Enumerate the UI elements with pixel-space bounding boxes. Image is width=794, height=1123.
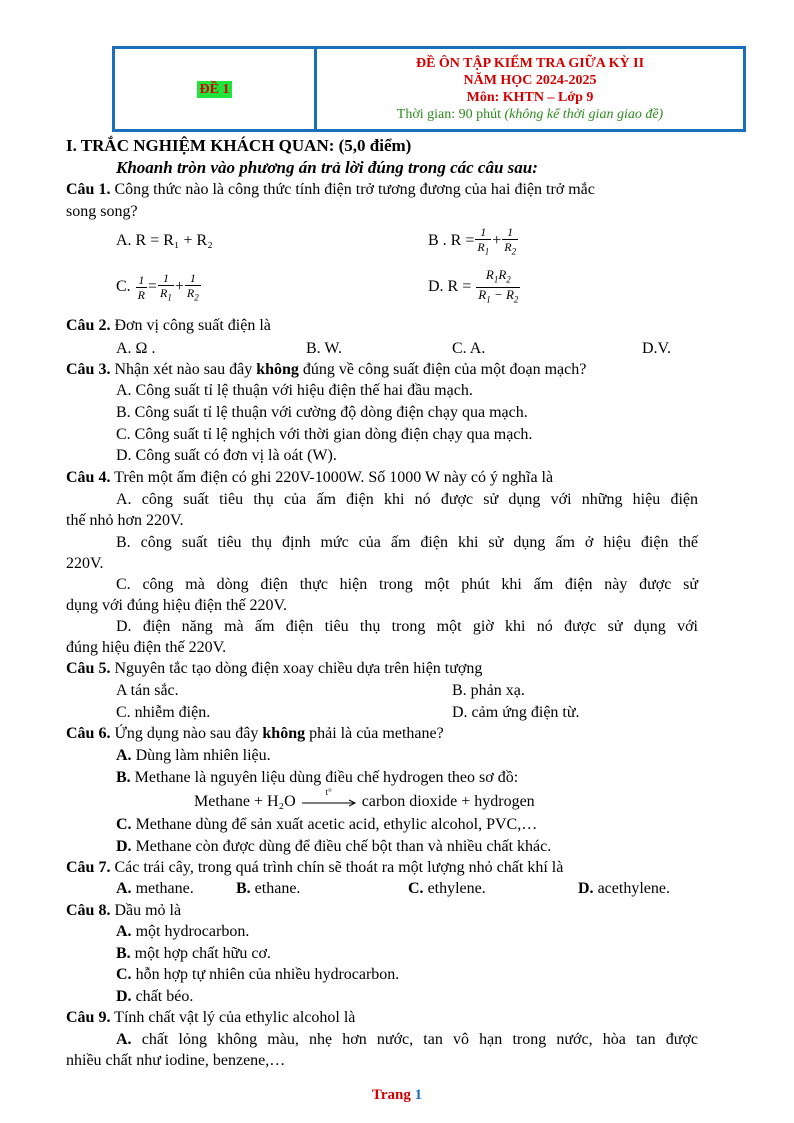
section-title: I. TRẮC NGHIỆM KHÁCH QUAN: (5,0 điểm) — [66, 136, 412, 155]
q6-b-letter: B. — [116, 769, 131, 786]
q4-b-line2: 220V. — [66, 555, 104, 572]
q9-a-line2: nhiều chất như iodine, benzene,… — [66, 1052, 286, 1069]
q1-option-c: C. $\frac{1}{R}$ = $\frac{1}{R_1}$ + $\frac{1}{R_2}$ — [116, 270, 199, 303]
q2-option-d: D.V. — [642, 340, 672, 357]
q4-label: Câu 4. — [66, 469, 111, 486]
q7-label: Câu 7. — [66, 859, 111, 876]
q7-stem — [66, 858, 698, 878]
q7-d-text: acethylene. — [593, 880, 670, 897]
q4-c-line1: C. công mà dòng điện thực hiện trong một phút khi ấm điện này được sử — [116, 576, 698, 593]
q8-option-b — [116, 944, 271, 964]
q3-option-c: C. Công suất tỉ lệ nghịch với thời gian dòng điện chạy qua mạch. — [116, 426, 533, 443]
q6-b-text: Methane là nguyên liệu dùng điều chế hydrogen theo sơ đồ: — [130, 769, 519, 786]
q8-b-text: một hợp chất hữu cơ. — [130, 945, 271, 962]
exam-code-cell — [115, 49, 317, 129]
q4-stem — [66, 468, 698, 488]
q6-a-text: Dùng làm nhiên liệu. — [131, 747, 271, 764]
q6-option-a — [116, 746, 271, 766]
q1-c-frac0: $\frac{1}{R}$ — [137, 272, 146, 302]
q1-option-b: B . R = $\frac{1}{R_1}$ + $\frac{1}{R_2}$ — [428, 224, 517, 257]
q7-option-b — [236, 879, 300, 899]
q6-text-pre: Ứng dụng nào sau đây — [110, 725, 263, 742]
q1-stem-cont: song song? — [66, 203, 138, 220]
q9-stem — [66, 1008, 698, 1028]
q8-a-letter: A. — [116, 923, 132, 940]
q4-b-line1: B. công suất tiêu thụ định mức của ấm điện khi sử dụng ấm ở hiệu điện thế — [116, 534, 698, 551]
q1-option-a: A. R = R₁ + R₂ — [116, 232, 213, 249]
exam-title: ĐỀ ÔN TẬP KIỂM TRA GIỮA KỲ II — [415, 56, 645, 71]
q8-stem — [66, 901, 698, 921]
q9-text: Tính chất vật lý của ethylic alcohol là — [110, 1009, 356, 1026]
q6-c-text: Methane dùng để sản xuất acetic acid, ethylic alcohol, PVC,… — [131, 816, 538, 833]
q5-option-c: C. nhiễm điện. — [116, 704, 211, 721]
q6-text-bold: không — [262, 725, 306, 742]
exam-code-label: ĐỀ 1 — [197, 81, 233, 98]
q2-stem — [66, 316, 698, 336]
q9-a-text1: chất lỏng không màu, nhẹ hơn nước, tan vô hạn trong nước, hòa tan được — [131, 1031, 698, 1048]
q7-c-text: ethylene. — [423, 880, 486, 897]
q2-option-b: B. W. — [306, 340, 343, 357]
q6-eq-left: Methane + H₂O — [194, 793, 296, 810]
q9-label: Câu 9. — [66, 1009, 111, 1026]
q4-d-line1: D. điện năng mà ấm điện tiêu thụ trong một giờ khi nó được sử dụng với — [116, 618, 698, 635]
subject-line: Môn: KHTN – Lớp 9 — [466, 90, 594, 105]
q7-option-c — [408, 879, 486, 899]
q8-b-letter: B. — [116, 945, 131, 962]
q9-a-line1 — [66, 1029, 698, 1050]
exam-info-cell — [317, 49, 743, 129]
q7-option-d — [578, 879, 670, 899]
page-footer — [0, 1087, 794, 1104]
q4-c-line2: dụng với đúng hiệu điện thế 220V. — [66, 597, 288, 614]
q4-d-line2: đúng hiệu điện thế 220V. — [66, 639, 227, 656]
q5-text: Nguyên tắc tạo dòng điện xoay chiều dựa trên hiện tượng — [110, 660, 483, 677]
q8-a-text: một hydrocarbon. — [131, 923, 250, 940]
page-number: 1 — [414, 1087, 423, 1103]
q1-b-prefix: B . R = — [428, 232, 475, 249]
section-instruction: Khoanh tròn vào phương án trả lời đúng trong các câu sau: — [116, 158, 538, 177]
q3-option-d: D. Công suất có đơn vị là oát (W). — [116, 447, 337, 464]
q9-option-a — [66, 1029, 698, 1071]
q1-option-d — [428, 268, 521, 306]
q8-text: Dầu mỏ là — [110, 902, 182, 919]
q1-c-prefix: C. — [116, 278, 131, 295]
q3-option-a: A. Công suất tỉ lệ thuận với hiệu điện thế hai đầu mạch. — [116, 382, 473, 399]
q6-d-text: Methane còn được dùng để điều chế bột than và nhiều chất khác. — [131, 838, 552, 855]
q3-text-pre: Nhận xét nào sau đây — [110, 361, 257, 378]
q1-b-frac1: $\frac{1}{R_1}$ — [477, 224, 490, 257]
q6-option-c — [116, 815, 537, 835]
q9-a-letter: A. — [116, 1031, 132, 1048]
exam-header-box — [112, 46, 746, 132]
q3-option-b: B. Công suất tỉ lệ thuận với cường độ dòng điện chạy qua mạch. — [116, 404, 528, 421]
q1-text: Công thức nào là công thức tính điện trở tương đương của hai điện trở mắc — [110, 181, 595, 198]
q8-d-letter: D. — [116, 988, 132, 1005]
time-note: (không kể thời gian giao đề) — [504, 107, 664, 122]
q6-eq-condition: t° — [325, 787, 332, 798]
q6-label: Câu 6. — [66, 725, 111, 742]
q7-b-text: ethane. — [250, 880, 301, 897]
q2-option-c: C. A. — [452, 340, 486, 357]
q6-c-letter: C. — [116, 816, 132, 833]
q2-label: Câu 2. — [66, 317, 111, 334]
q3-label: Câu 3. — [66, 361, 111, 378]
q4-option-a — [66, 489, 698, 531]
q6-a-letter: A. — [116, 747, 132, 764]
page-word: Trang — [371, 1087, 411, 1103]
q8-option-d — [116, 987, 193, 1007]
q8-option-c — [116, 965, 399, 985]
q1-c-frac2: $\frac{1}{R_2}$ — [186, 270, 199, 303]
time-line — [317, 106, 743, 123]
q8-d-text: chất béo. — [131, 988, 194, 1005]
school-year: NĂM HỌC 2024-2025 — [463, 73, 597, 88]
reaction-arrow-icon — [300, 787, 358, 809]
q1-c-frac1: $\frac{1}{R_1}$ — [160, 270, 172, 303]
q6-option-d — [116, 837, 551, 857]
q4-text: Trên một ấm điện có ghi 220V-1000W. Số 1000 W này có ý nghĩa là — [110, 469, 554, 486]
q8-c-text: hỗn hợp tự nhiên của nhiều hydrocarbon. — [131, 966, 400, 983]
q8-option-a — [116, 922, 249, 942]
q3-stem — [66, 360, 698, 380]
q7-text: Các trái cây, trong quá trình chín sẽ thoát ra một lượng nhỏ chất khí là — [110, 859, 564, 876]
q1-b-frac2: $\frac{1}{R_2}$ — [504, 224, 517, 257]
q4-a-line1: A. công suất tiêu thụ của ấm điện khi nó được sử dụng với những hiệu điện — [116, 491, 698, 508]
q5-option-d: D. cảm ứng điện từ. — [452, 704, 580, 721]
q7-a-letter: A. — [116, 880, 132, 897]
q3-text-post: đúng về công suất điện của một đoạn mạch? — [298, 361, 587, 378]
q6-stem — [66, 724, 698, 744]
q7-d-letter: D. — [578, 880, 594, 897]
q5-option-a: A tán sắc. — [116, 682, 179, 699]
q4-option-d — [66, 616, 698, 658]
time-text: Thời gian: 90 phút — [396, 107, 501, 122]
q7-b-letter: B. — [236, 880, 251, 897]
q8-label: Câu 8. — [66, 902, 111, 919]
q6-equation — [194, 787, 535, 812]
q4-option-c — [66, 574, 698, 616]
q1-d-frac: $\frac{R_1R_2}{R_1 - R_2}$ — [478, 267, 519, 305]
q6-eq-right: carbon dioxide + hydrogen — [361, 793, 535, 810]
q1-label: Câu 1. — [66, 181, 111, 198]
q4-a-line2: thế nhỏ hơn 220V. — [66, 512, 184, 529]
q5-stem — [66, 659, 698, 679]
q6-option-b — [116, 768, 518, 788]
q7-option-a — [116, 879, 194, 899]
q2-text: Đơn vị công suất điện là — [110, 317, 271, 334]
q1-stem — [66, 180, 698, 200]
q5-option-b: B. phản xạ. — [452, 682, 525, 699]
q6-text-post: phải là của methane? — [305, 725, 444, 742]
q3-text-bold: không — [256, 361, 299, 378]
q1-d-prefix: D. R = — [428, 278, 472, 295]
q4-option-b — [66, 532, 698, 574]
q5-label: Câu 5. — [66, 660, 111, 677]
q7-c-letter: C. — [408, 880, 424, 897]
q7-a-text: methane. — [131, 880, 194, 897]
q2-option-a: A. Ω . — [116, 340, 156, 357]
q8-c-letter: C. — [116, 966, 132, 983]
q6-d-letter: D. — [116, 838, 132, 855]
